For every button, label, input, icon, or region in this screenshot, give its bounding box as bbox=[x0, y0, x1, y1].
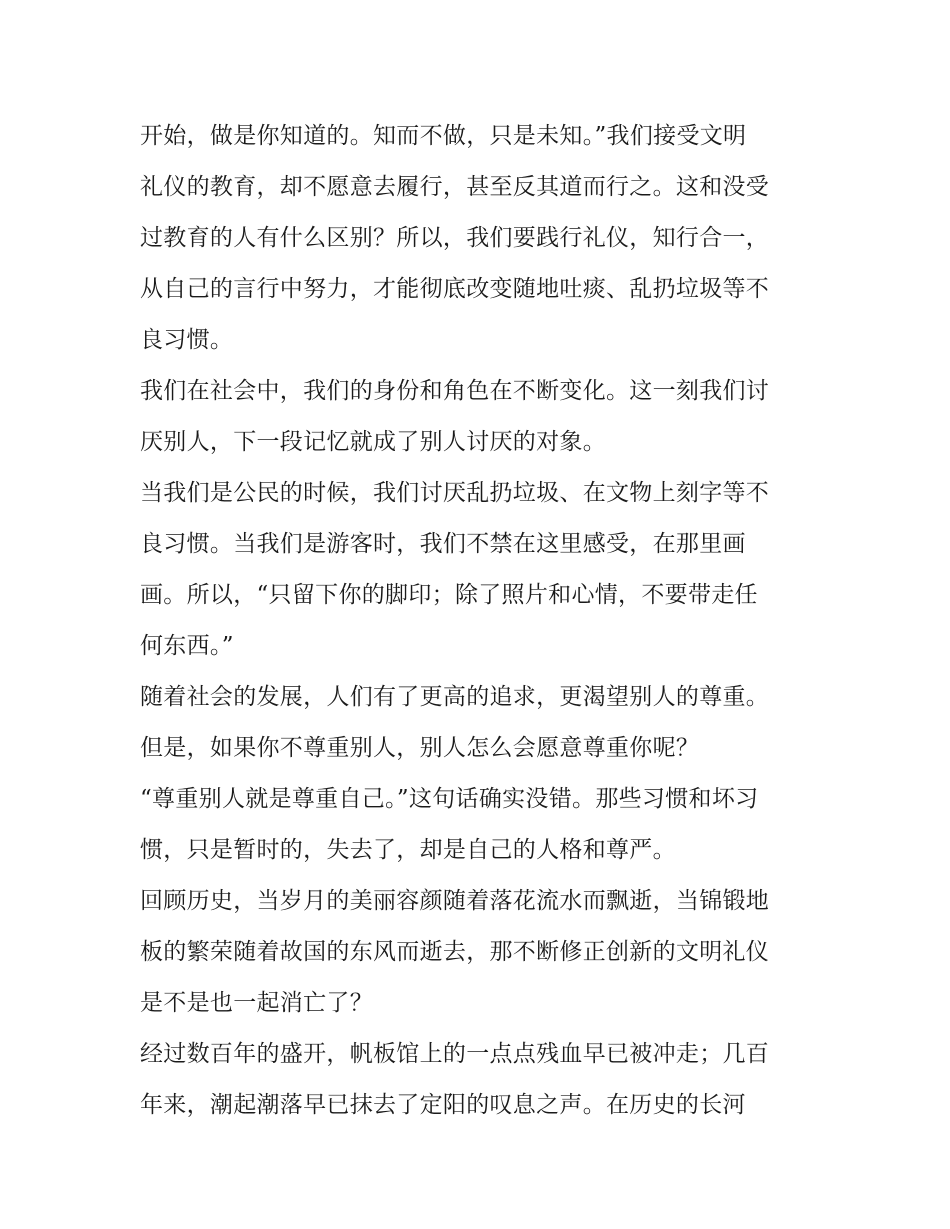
text-line: 惯，只是暂时的，失去了，却是自己的人格和尊严。 bbox=[140, 837, 676, 863]
text-line: 开始，做是你知道的。知而不做，只是未知。”我们接受文明 bbox=[140, 123, 747, 149]
text-line: 过教育的人有什么区别？所以，我们要践行礼仪，知行合一， bbox=[140, 225, 770, 251]
text-line: 经过数百年的盛开，帆板馆上的一点点残血早已被冲走；几百 bbox=[140, 1041, 770, 1067]
text-line: 回顾历史，当岁月的美丽容颜随着落花流水而飘逝，当锦锻地 bbox=[140, 888, 770, 914]
text-line: 板的繁荣随着故国的东风而逝去，那不断修正创新的文明礼仪 bbox=[140, 939, 770, 965]
text-line: 厌别人，下一段记忆就成了别人讨厌的对象。 bbox=[140, 429, 606, 455]
text-line: 良习惯。 bbox=[140, 327, 234, 353]
document-body bbox=[140, 111, 820, 1131]
text-line: 何东西。” bbox=[140, 633, 234, 659]
text-line: 礼仪的教育，却不愿意去履行，甚至反其道而行之。这和没受 bbox=[140, 174, 770, 200]
text-line: 画。所以，“只留下你的脚印；除了照片和心情，不要带走任 bbox=[140, 582, 758, 608]
text-line: 我们在社会中，我们的身份和角色在不断变化。这一刻我们讨 bbox=[140, 378, 770, 404]
text-line: 当我们是公民的时候，我们讨厌乱扔垃圾、在文物上刻字等不 bbox=[140, 480, 770, 506]
text-line: “尊重别人就是尊重自己。”这句话确实没错。那些习惯和坏习 bbox=[140, 786, 759, 812]
text-line: 从自己的言行中努力，才能彻底改变随地吐痰、乱扔垃圾等不 bbox=[140, 276, 770, 302]
text-line: 年来，潮起潮落早已抹去了定阳的叹息之声。在历史的长河 bbox=[140, 1092, 746, 1118]
text-line: 随着社会的发展，人们有了更高的追求，更渴望别人的尊重。 bbox=[140, 684, 770, 710]
text-line: 是不是也一起消亡了？ bbox=[140, 990, 373, 1016]
text-line: 良习惯。当我们是游客时，我们不禁在这里感受，在那里画 bbox=[140, 531, 746, 557]
text-line: 但是，如果你不尊重别人，别人怎么会愿意尊重你呢？ bbox=[140, 735, 700, 761]
